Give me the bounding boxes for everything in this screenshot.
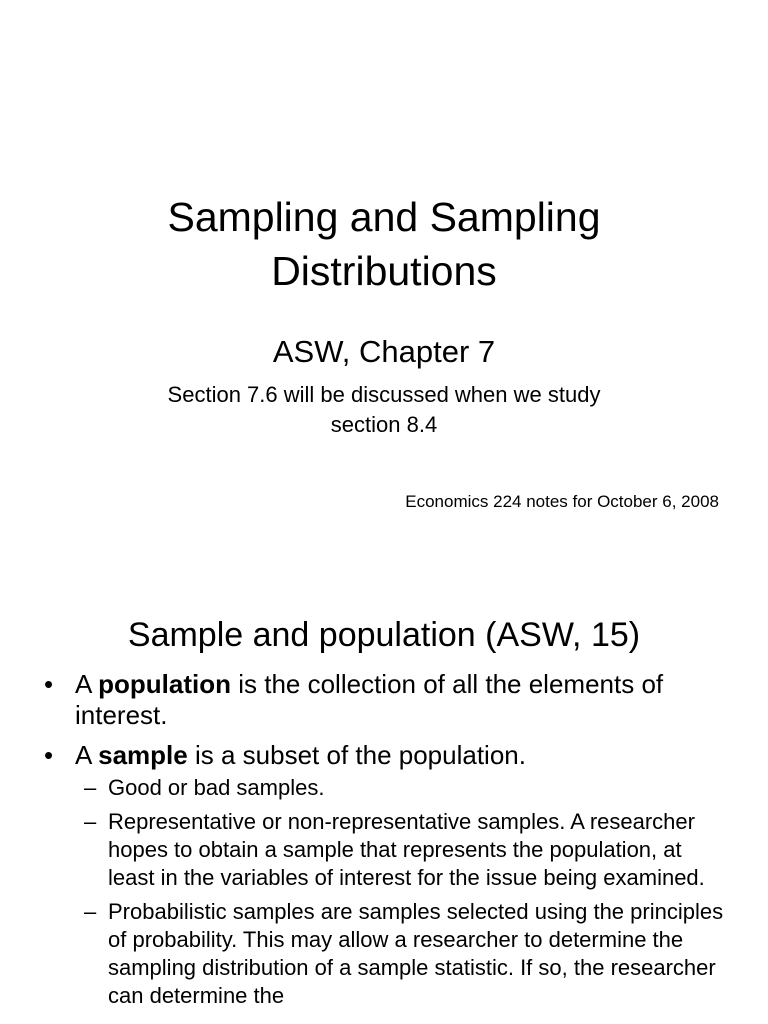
slide-title: Sample and population (ASW, 15) bbox=[127, 616, 641, 654]
course-date-note: Economics 224 notes for October 6, 2008 bbox=[405, 492, 719, 511]
bullet-text: is a subset of the population. bbox=[187, 740, 526, 770]
sub-bullet-marker: – bbox=[84, 899, 97, 924]
slide-title bbox=[0, 190, 768, 298]
bullet-sample bbox=[44, 740, 734, 1010]
bullet-list bbox=[44, 669, 734, 1019]
section-note-line-2: section 8.4 bbox=[330, 412, 438, 437]
sub-bullet-good-bad bbox=[75, 774, 734, 802]
sub-bullet-representative bbox=[75, 808, 734, 892]
content-slide bbox=[0, 576, 768, 1024]
bullet-population bbox=[44, 669, 734, 731]
bullet-prefix: A bbox=[75, 740, 99, 770]
sub-bullet-probabilistic bbox=[75, 898, 734, 1010]
slide-subtitle: ASW, Chapter 7 bbox=[272, 334, 496, 369]
bullet-marker: • bbox=[44, 740, 54, 770]
bullet-marker: • bbox=[44, 669, 54, 699]
section-note-line-1: Section 7.6 will be discussed when we study bbox=[167, 382, 601, 407]
title-line-1: Sampling and Sampling bbox=[167, 194, 601, 240]
bullet-text: is the collection of all the elements of interest. bbox=[75, 669, 664, 730]
sub-bullet-list bbox=[75, 774, 734, 1010]
term-sample: sample bbox=[98, 740, 188, 770]
sub-bullet-text: Probabilistic samples are samples selected using the principles of probability. This may allow a researcher to determine the sampling distribution of a sample statistic. If so, the researcher can determine the bbox=[108, 899, 724, 1008]
sub-bullet-text: Representative or non-representative samples. A researcher hopes to obtain a sample that represents the population, at least in the variables of interest for the issue being examined. bbox=[108, 809, 705, 890]
sub-bullet-marker: – bbox=[84, 775, 97, 800]
title-line-2: Distributions bbox=[271, 248, 497, 294]
term-population: population bbox=[98, 669, 231, 699]
sub-bullet-text: Good or bad samples. bbox=[108, 775, 325, 800]
bullet-prefix: A bbox=[75, 669, 99, 699]
sub-bullet-marker: – bbox=[84, 809, 97, 834]
section-note bbox=[0, 380, 768, 440]
